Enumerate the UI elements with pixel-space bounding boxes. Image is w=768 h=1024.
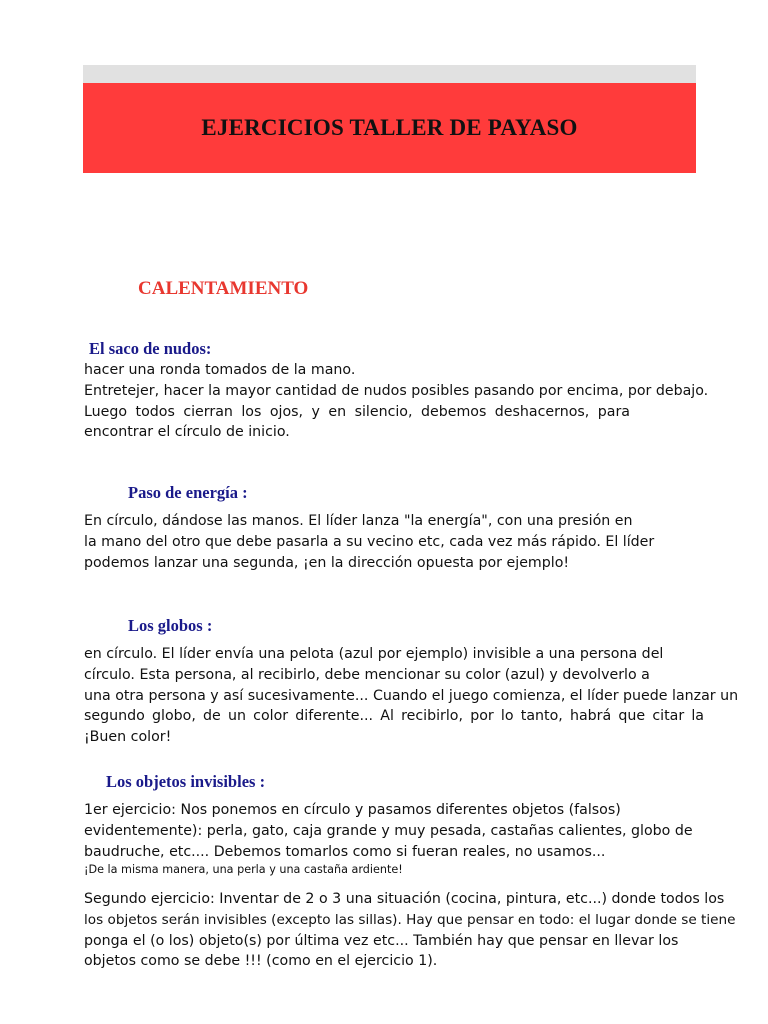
body-line: ¡Buen color!	[84, 729, 172, 746]
exercise-title: Los globos :	[128, 616, 213, 635]
body-line: segundo globo, de un color diferente... Al recibirlo, por lo tanto, habrá que citar la	[84, 708, 704, 725]
exercise-body	[84, 360, 724, 443]
header-top-bar	[83, 65, 696, 83]
exercise-heading	[128, 616, 212, 636]
exercise-heading	[128, 483, 248, 503]
body-line-text: Segundo ejercicio: Inventar de 2 o 3 una situación (cocina, pintura, etc...) donde todos los	[84, 891, 725, 907]
body-line: 1er ejercicio: Nos ponemos en círculo y pasamos diferentes objetos (falsos)	[84, 802, 621, 818]
body-line: en círculo. El líder envía una pelota (azul por ejemplo) invisible a una persona del	[84, 646, 664, 662]
section-heading: CALENTAMIENTO	[138, 278, 309, 299]
exercise-body	[84, 511, 724, 573]
body-line: evidentemente): perla, gato, caja grande y muy pesada, castañas calientes, globo de	[84, 822, 693, 839]
document-title: EJERCICIOS TALLER DE PAYASO	[201, 115, 578, 140]
body-line: hacer una ronda tomados de la mano.	[84, 362, 356, 378]
exercise-title: El saco de nudos:	[89, 339, 212, 358]
body-line: ponga el (o los) objeto(s) por última vez etc... También hay que pensar en llevar los	[84, 932, 679, 949]
title-banner	[83, 83, 696, 173]
body-line: En círculo, dándose las manos. El líder lanza "la energía", con una presión en	[84, 513, 633, 529]
body-note: ¡De la misma manera, una perla y una castaña ardiente!	[84, 863, 403, 877]
body-line: los objetos serán invisibles (excepto las sillas). Hay que pensar en todo: el lugar donde se tiene	[84, 911, 736, 928]
body-line: una otra persona y así sucesivamente... Cuando el juego comienza, el líder puede lanzar un	[84, 687, 739, 704]
exercise-title: Los objetos invisibles :	[106, 772, 266, 791]
body-line: objetos como se debe !!! (como en el ejercicio 1).	[84, 953, 438, 970]
body-line: círculo. Esta persona, al recibirlo, debe mencionar su color (azul) y devolverlo a	[84, 666, 650, 683]
body-line: encontrar el círculo de inicio.	[84, 424, 290, 441]
exercise-body	[84, 800, 724, 878]
body-line: Luego todos cierran los ojos, y en silencio, debemos deshacernos, para	[84, 403, 630, 420]
body-line: baudruche, etc.... Debemos tomarlos como si fueran reales, no usamos...	[84, 843, 606, 860]
exercise-title: Paso de energía :	[128, 483, 248, 502]
body-line	[84, 889, 724, 910]
body-line: Entretejer, hacer la mayor cantidad de nudos posibles pasando por encima, por debajo.	[84, 382, 709, 399]
exercise-heading	[85, 339, 211, 359]
body-line: la mano del otro que debe pasarla a su vecino etc, cada vez más rápido. El líder	[84, 533, 655, 550]
exercise-heading	[102, 772, 265, 792]
exercise-body	[84, 889, 736, 972]
body-line: podemos lanzar una segunda, ¡en la dirección opuesta por ejemplo!	[84, 554, 570, 571]
exercise-body	[84, 644, 739, 748]
